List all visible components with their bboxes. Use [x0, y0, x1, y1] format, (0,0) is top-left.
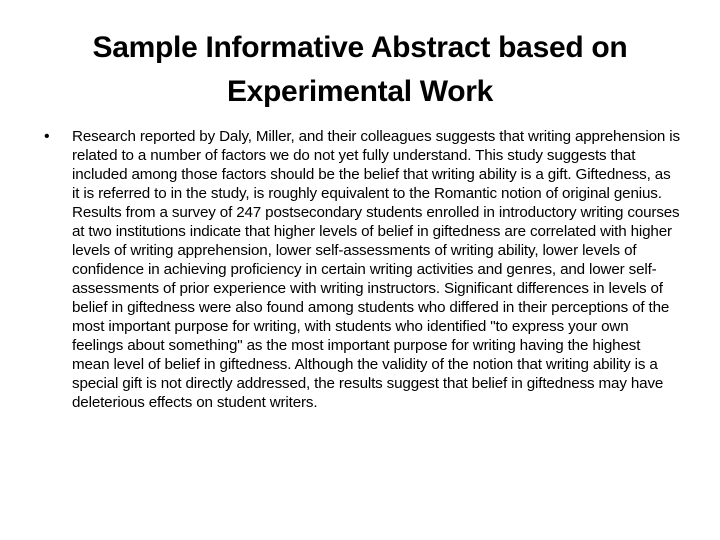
bullet-item: [44, 127, 680, 412]
slide-title: Sample Informative Abstract based on Experimental Work: [92, 31, 628, 108]
abstract-paragraph: Research reported by Daly, Miller, and their colleagues suggests that writing apprehension is related to a number of factors we do not yet fully understand. This study suggests that included among those factors should be the belief that writing ability is a gift. Giftedness, as it is referred to in the study, is roughly equivalent to the Romantic notion of original genius. Results from a survey of 247 postsecondary students enrolled in introductory writing courses at two institutions indicate that higher levels of belief in giftedness are correlated with higher levels of writing apprehension, lower self-assessments of writing ability, lower levels of confidence in achieving proficiency in certain writing activities and genres, and lower self-assessments of prior experience with writing instructors. Significant differences in levels of belief in giftedness were also found among students who differed in their perceptions of the most important purpose for writing, with students who identified "to express your own feelings about something" as the most important purpose for writing having the highest mean level of belief in giftedness. Although the validity of the notion that writing ability is a special gift is not directly addressed, the results suggest that belief in giftedness may have deleterious effects on student writers.: [72, 128, 680, 411]
bullet-marker: •: [44, 128, 50, 145]
bullet-list: [44, 127, 680, 412]
